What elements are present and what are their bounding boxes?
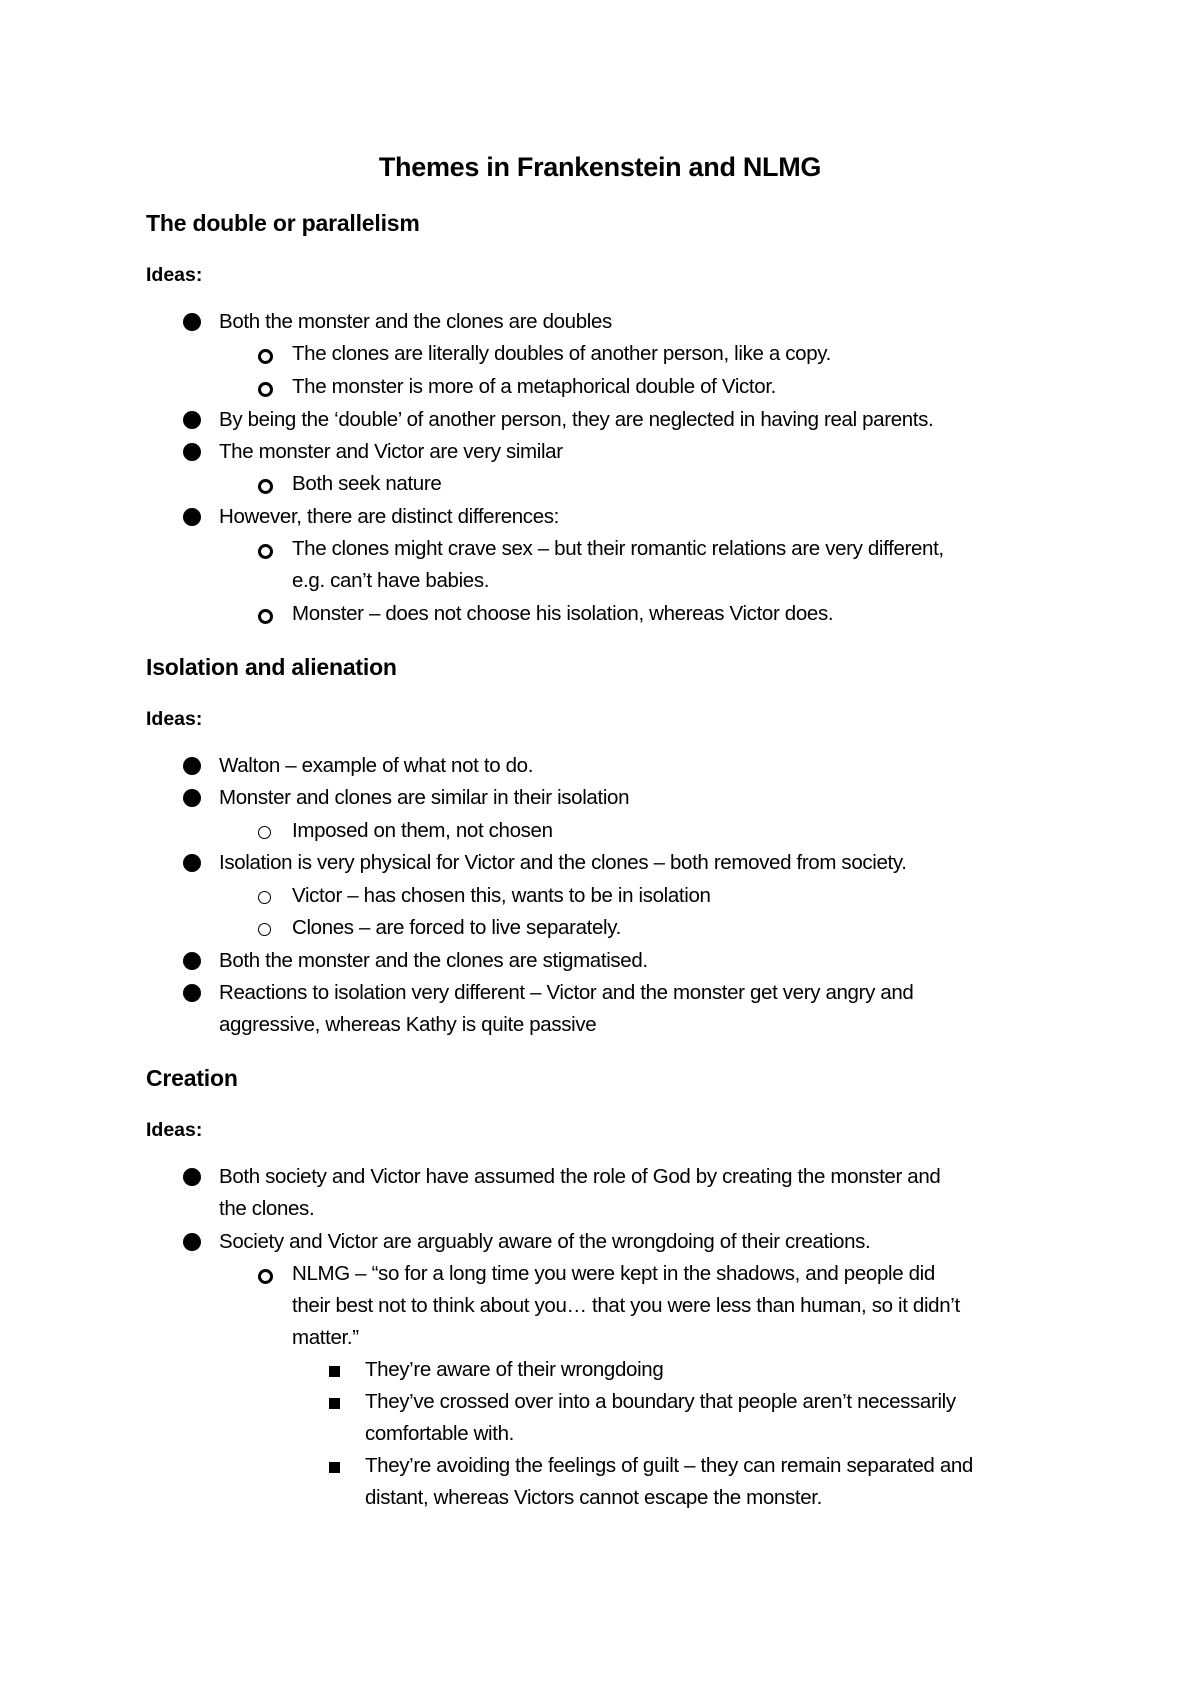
section-heading-double: The double or parallelism [146,210,420,236]
bullet-dot-icon [183,984,201,1002]
list-item: Imposed on them, not chosen [292,815,553,847]
bullet-dot-icon [183,313,201,331]
bullet-dot-icon [183,508,201,526]
list-item: Both seek nature [292,468,441,500]
bullet-ring-icon [258,1269,273,1284]
bullet-ring-icon [258,479,273,494]
ideas-label: Ideas: [146,1119,203,1141]
bullet-ring-icon [258,382,273,397]
list-item: Both the monster and the clones are stigmatised. [219,945,648,977]
list-item: The monster is more of a metaphorical double of Victor. [292,371,776,403]
bullet-dot-icon [183,789,201,807]
bullet-square-icon [329,1366,340,1377]
list-item: Victor – has chosen this, wants to be in isolation [292,880,711,912]
bullet-ring-icon [258,349,273,364]
list-item: Walton – example of what not to do. [219,750,533,782]
ideas-label: Ideas: [146,264,203,286]
bullet-dot-icon [183,952,201,970]
list-item: They’re avoiding the feelings of guilt – they can remain separated and distant, whereas Victors cannot escape the monster. [365,1450,973,1514]
bullet-ring-icon [258,891,271,904]
bullet-ring-icon [258,923,271,936]
section-heading-creation: Creation [146,1065,238,1091]
list-item: Monster – does not choose his isolation, whereas Victor does. [292,598,833,630]
bullet-ring-icon [258,826,271,839]
bullet-dot-icon [183,443,201,461]
ideas-label: Ideas: [146,708,203,730]
bullet-square-icon [329,1462,340,1473]
list-item: NLMG – “so for a long time you were kept in the shadows, and people did their best not to think about you… that you were less than human, so it didn’t matter.” [292,1258,960,1354]
section-heading-isolation: Isolation and alienation [146,654,397,680]
bullet-dot-icon [183,1233,201,1251]
list-item: The monster and Victor are very similar [219,436,563,468]
list-item: Society and Victor are arguably aware of the wrongdoing of their creations. [219,1226,870,1258]
list-item: However, there are distinct differences: [219,501,559,533]
bullet-ring-icon [258,609,273,624]
list-item: By being the ‘double’ of another person, they are neglected in having real parents. [219,404,933,436]
bullet-dot-icon [183,854,201,872]
list-item: Isolation is very physical for Victor and the clones – both removed from society. [219,847,907,879]
bullet-ring-icon [258,544,273,559]
list-item: They’re aware of their wrongdoing [365,1354,663,1386]
list-item: They’ve crossed over into a boundary that people aren’t necessarily comfortable with. [365,1386,956,1450]
list-item: Clones – are forced to live separately. [292,912,621,944]
list-item: Both the monster and the clones are doubles [219,306,612,338]
list-item: Reactions to isolation very different – Victor and the monster get very angry and aggressive, whereas Kathy is quite passive [219,977,914,1041]
list-item: The clones are literally doubles of another person, like a copy. [292,338,831,370]
list-item: Both society and Victor have assumed the role of God by creating the monster and the clones. [219,1161,940,1225]
page-title: Themes in Frankenstein and NLMG [378,152,822,182]
bullet-dot-icon [183,757,201,775]
list-item: The clones might crave sex – but their romantic relations are very different, e.g. can’t have babies. [292,533,944,597]
bullet-dot-icon [183,411,201,429]
list-item: Monster and clones are similar in their isolation [219,782,629,814]
bullet-square-icon [329,1398,340,1409]
bullet-dot-icon [183,1168,201,1186]
